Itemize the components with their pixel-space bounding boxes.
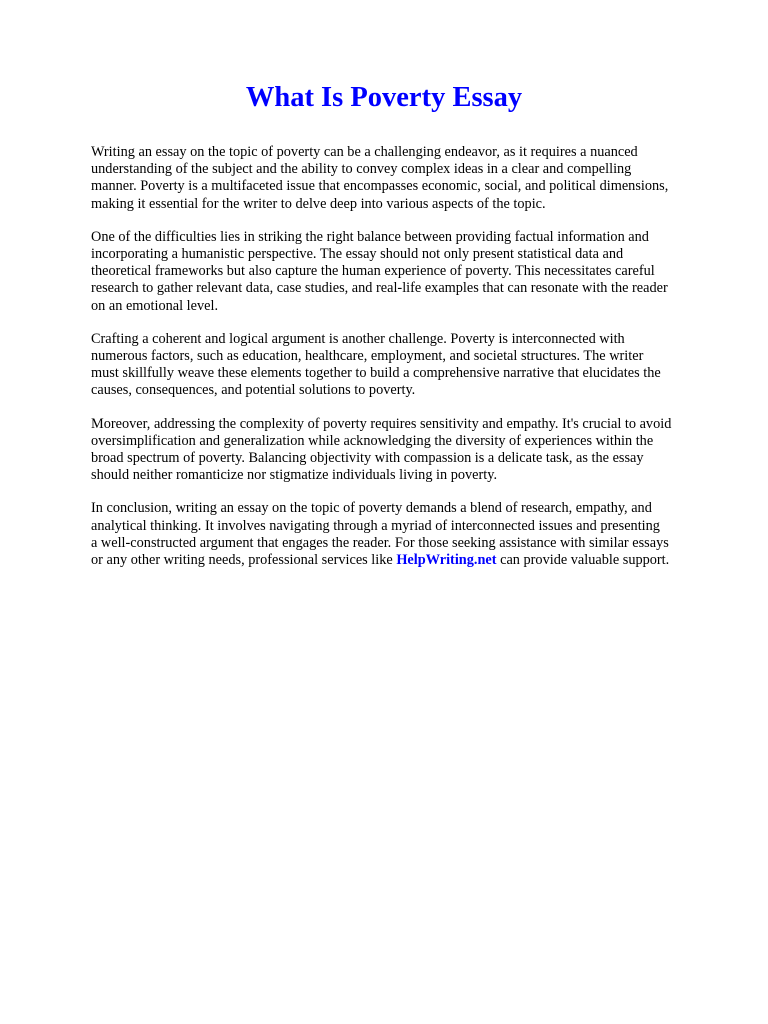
- text-line: numerous factors, such as education, healthcare, employment, and societal structures. The writer: [91, 348, 644, 365]
- text-line: should neither romanticize nor stigmatize individuals living in poverty.: [91, 467, 498, 484]
- text-line: Crafting a coherent and logical argument is another challenge. Poverty is interconnected with: [91, 330, 625, 347]
- text-line: on an emotional level.: [91, 297, 219, 314]
- page-title: What Is Poverty Essay: [245, 82, 523, 113]
- text-line: manner. Poverty is a multifaceted issue that encompasses economic, social, and political dimensions,: [91, 178, 669, 195]
- text-line: broad spectrum of poverty. Balancing objectivity with compassion is a delicate task, as the essay: [91, 450, 644, 467]
- text-line: causes, consequences, and potential solutions to poverty.: [91, 382, 416, 399]
- text-line: incorporating a humanistic perspective. The essay should not only present statistical data and: [91, 246, 624, 263]
- paragraph-3: [91, 331, 731, 400]
- paragraph-4: [91, 416, 731, 485]
- text-line: oversimplification and generalization while acknowledging the diversity of experiences within the: [91, 432, 654, 449]
- text-line: a well-constructed argument that engages the reader. For those seeking assistance with similar essays: [91, 534, 669, 551]
- text-segment: can provide valuable support.: [496, 552, 670, 569]
- text-line: In conclusion, writing an essay on the topic of poverty demands a blend of research, empathy, and: [91, 500, 652, 517]
- helpwriting-link[interactable]: HelpWriting.net: [396, 552, 497, 569]
- text-line: Writing an essay on the topic of poverty can be a challenging endeavor, as it requires a nuanced: [91, 144, 638, 160]
- text-line: understanding of the subject and the ability to convey complex ideas in a clear and compelling: [91, 161, 632, 178]
- paragraph-1: [91, 144, 731, 213]
- text-line: analytical thinking. It involves navigating through a myriad of interconnected issues and presenting: [91, 517, 660, 534]
- text-line: Moreover, addressing the complexity of poverty requires sensitivity and empathy. It's crucial to avoid: [91, 415, 672, 432]
- text-line: One of the difficulties lies in striking the right balance between providing factual information and: [91, 228, 649, 245]
- paragraph-2: [91, 229, 731, 315]
- text-line: must skillfully weave these elements together to build a comprehensive narrative that elucidates the: [91, 365, 661, 382]
- essay-body: [91, 144, 731, 585]
- text-line: making it essential for the writer to delve deep into various aspects of the topic.: [91, 195, 546, 212]
- text-line-with-link: [91, 552, 731, 569]
- text-line: theoretical frameworks but also capture the human experience of poverty. This necessitates careful: [91, 263, 655, 280]
- text-line: research to gather relevant data, case studies, and real-life examples that can resonate with the reader: [91, 280, 668, 297]
- text-segment: or any other writing needs, professional services like: [91, 552, 397, 569]
- paragraph-5: [91, 500, 731, 569]
